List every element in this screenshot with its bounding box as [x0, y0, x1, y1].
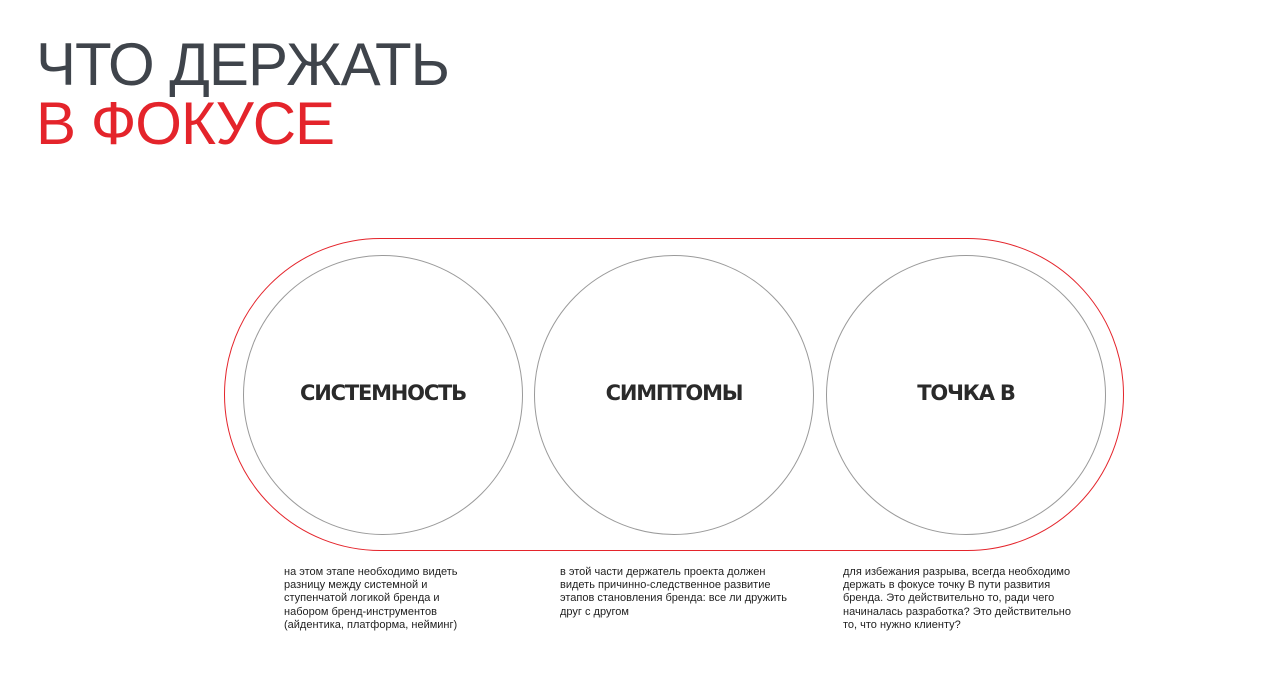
description-line: начиналась разработка? Это действительно	[843, 605, 1072, 618]
description-line: друг с другом	[560, 605, 629, 618]
description-point-b	[843, 566, 1093, 632]
circle-label-point-b: ТОЧКА В	[917, 381, 1015, 405]
description-line: держать в фокусе точку В пути развития	[843, 579, 1051, 592]
description-line: на этом этапе необходимо видеть	[284, 566, 458, 578]
page-title-line-2: В ФОКУСЕ	[36, 90, 335, 157]
description-systemness	[284, 566, 484, 632]
description-line: разницу между системной и	[284, 579, 428, 592]
description-line: видеть причинно-следственное развитие	[560, 579, 771, 592]
circle-point-b	[826, 255, 1106, 535]
description-line: этапов становления бренда: все ли дружить	[560, 592, 788, 605]
description-line: в этой части держатель проекта должен	[560, 566, 766, 578]
description-line: ступенчатой логикой бренда и	[284, 592, 440, 605]
circle-label-symptoms: СИМПТОМЫ	[605, 381, 743, 405]
description-line: набором бренд-инструментов	[284, 605, 437, 618]
circle-systemness	[243, 255, 523, 535]
circle-symptoms	[534, 255, 814, 535]
description-line: то, что нужно клиенту?	[843, 618, 961, 631]
page-title-line-1: ЧТО ДЕРЖАТЬ	[36, 31, 450, 98]
description-line: бренда. Это действительно то, ради чего	[843, 592, 1055, 605]
description-symptoms	[560, 566, 805, 619]
description-line: (айдентика, платформа, нейминг)	[284, 618, 458, 631]
description-line: для избежания разрыва, всегда необходимо	[843, 566, 1071, 578]
circle-label-systemness: СИСТЕМНОСТЬ	[300, 381, 466, 405]
